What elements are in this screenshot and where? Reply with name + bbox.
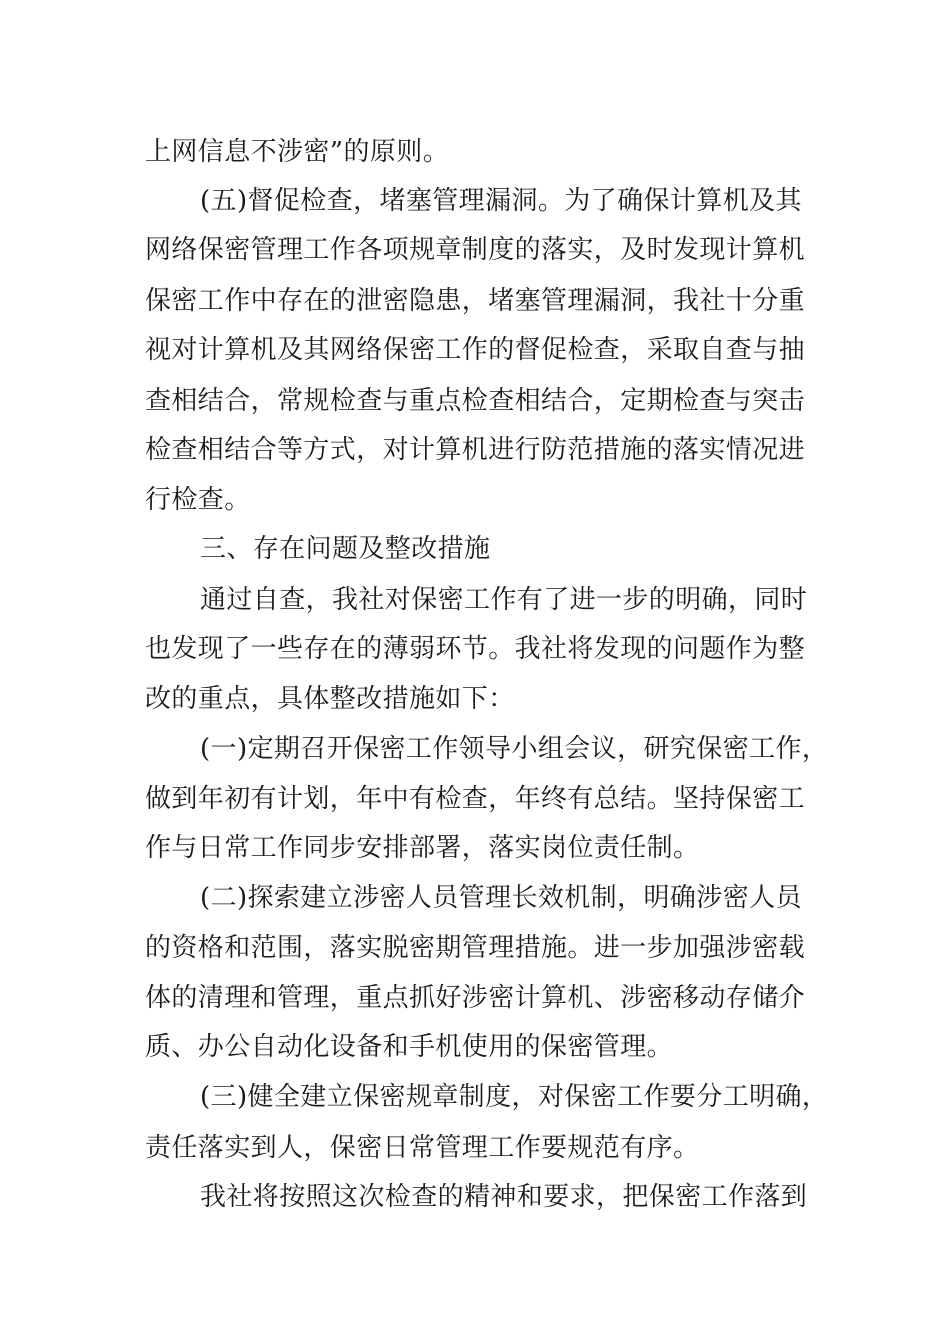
text-line-19: 质、办公自动化设备和手机使用的保密管理。 (145, 1032, 674, 1062)
text-line-6: 查相结合，常规检查与重点检查相结合，定期检查与突击 (145, 386, 806, 416)
text-line-15: 作与日常工作同步安排部署，落实岗位责任制。 (145, 833, 700, 863)
text-line-7: 检查相结合等方式，对计算机进行防范措施的落实情况进 (145, 435, 806, 465)
section-heading: 三、存在问题及整改措施 (200, 534, 491, 564)
text-line-17: 的资格和范围，落实脱密期管理措施。进一步加强涉密载 (145, 933, 806, 963)
text-line-22: 我社将按照这次检查的精神和要求，把保密工作落到 (200, 1182, 808, 1212)
text-line-21: 责任落实到人，保密日常管理工作要规范有序。 (145, 1133, 700, 1163)
text-line-16: (二)探索建立涉密人员管理长效机制，明确涉密人员 (200, 883, 802, 913)
text-line-10: 通过自查，我社对保密工作有了进一步的明确，同时 (200, 585, 808, 615)
text-line-12: 改的重点，具体整改措施如下： (145, 684, 515, 714)
text-line-8: 行检查。 (145, 485, 251, 515)
text-line-4: 保密工作中存在的泄密隐患，堵塞管理漏洞，我社十分重 (145, 286, 806, 316)
text-line-2: (五)督促检查，堵塞管理漏洞。为了确保计算机及其 (200, 186, 802, 216)
text-line-3: 网络保密管理工作各项规章制度的落实，及时发现计算机 (145, 235, 806, 265)
text-line-18: 体的清理和管理，重点抓好涉密计算机、涉密移动存储介 (145, 983, 806, 1013)
text-line-14: 做到年初有计划，年中有检查，年终有总结。坚持保密工 (145, 784, 806, 814)
text-line-20: (三)健全建立保密规章制度，对保密工作要分工明确， (200, 1082, 829, 1112)
text-line-11: 也发现了一些存在的薄弱环节。我社将发现的问题作为整 (145, 634, 806, 664)
text-line-13: (一)定期召开保密工作领导小组会议，研究保密工作， (200, 734, 829, 764)
text-line-5: 视对计算机及其网络保密工作的督促检查，采取自查与抽 (145, 335, 806, 365)
text-line-1: 上网信息不涉密”的原则。 (145, 137, 450, 167)
